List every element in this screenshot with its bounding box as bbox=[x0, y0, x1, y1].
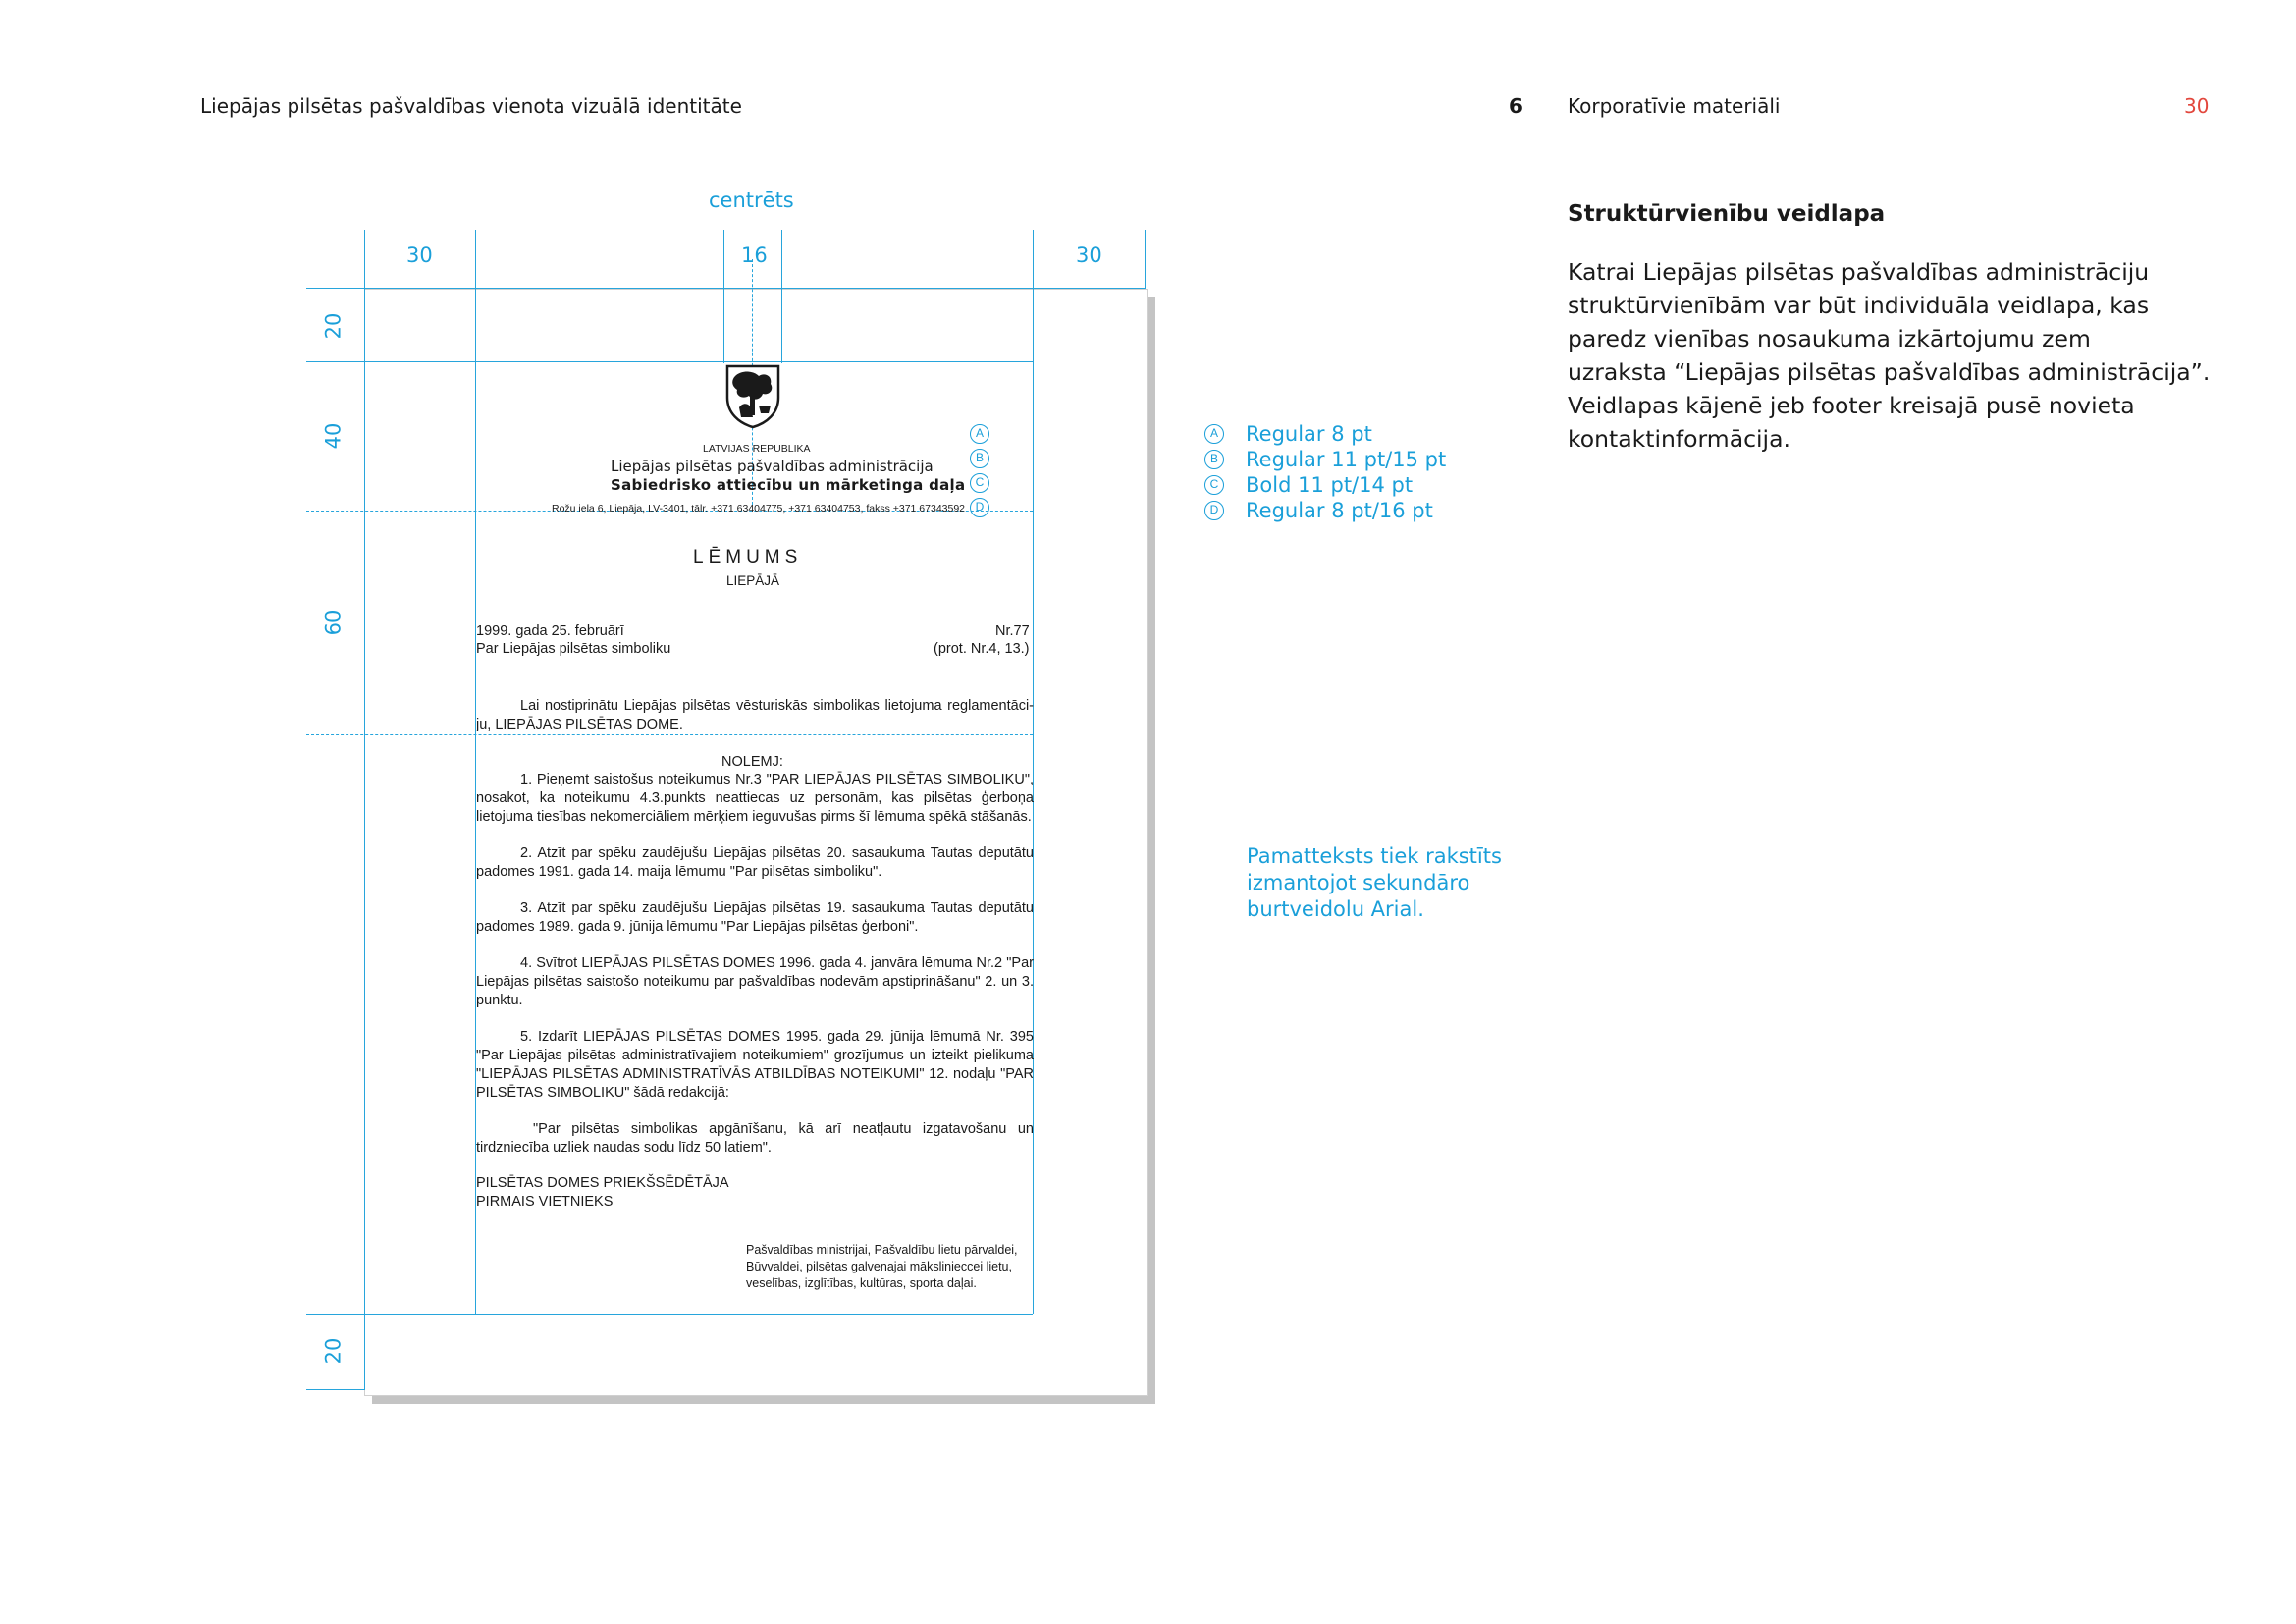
document-subject: Par Liepājas pilsētas simboliku bbox=[476, 641, 671, 657]
document-place: LIEPĀJĀ bbox=[726, 573, 780, 588]
section-text-line-2: struktūrvienībām var būt individuāla veidlapa, kas bbox=[1568, 292, 2150, 319]
page-number: 30 bbox=[2184, 94, 2210, 118]
legend-label-a: Regular 8 pt bbox=[1246, 422, 1372, 446]
paragraph-4: 4. Svītrot LIEPĀJAS PILSĒTAS DOMES 1996. gada 4. janvāra lēmuma Nr.2 "Par Liepājas pilsētas saistošo noteikumu par pašvaldības nodevām apstiprināšanu" 2. un 3. punktu. bbox=[476, 955, 1034, 1008]
note-line-3: burtveidolu Arial. bbox=[1247, 897, 1424, 921]
guide-left-margin bbox=[364, 230, 365, 1390]
guide-right-margin bbox=[1145, 230, 1146, 289]
paragraph-2: 2. Atzīt par spēku zaudējušu Liepājas pilsētas 20. sasaukuma Tautas deputātu padomes 1991. gada 14. maija lēmumu "Par pilsētas simboliku". bbox=[476, 845, 1034, 880]
dim-top-left: 30 bbox=[406, 244, 433, 267]
guide-bottom-edge bbox=[306, 1389, 365, 1390]
letterhead-contacts: Rožu iela 6, Liepāja, LV-3401, tālr. +371 63404775, +371 63404753, fakss +371 67343592 bbox=[552, 503, 966, 514]
coat-of-arms-icon bbox=[723, 362, 782, 429]
distribution-line-2: Būvvaldei, pilsētas galvenajai mākslinieccei lietu, bbox=[746, 1260, 1012, 1273]
dim-side-20-bottom: 20 bbox=[321, 1337, 346, 1365]
letterhead-department: Sabiedrisko attiecību un mārketinga daļa bbox=[611, 476, 966, 494]
guide-crest-left bbox=[723, 230, 724, 363]
paragraph-5: 5. Izdarīt LIEPĀJAS PILSĒTAS DOMES 1995. gada 29. jūnija lēmumā Nr. 395 "Par Liepājas pilsētas administratīvajiem noteikumiem" grozījumus un izteikt pielikuma "LIEPĀJAS PILSĒTAS ADMINISTRATĪVĀS ATBILDĪBAS NOTEIKUMI" 12. nodaļu "PAR PILSĒTAS SIMBOLIKU" šādā redakcijā: bbox=[476, 1029, 1034, 1101]
paragraph-3: 3. Atzīt par spēku zaudējušu Liepājas pilsētas 19. sasaukuma Tautas deputātu padomes 1989. gada 9. jūnija lēmumu "Par Liepājas pilsētas ģerboni". bbox=[476, 900, 1034, 935]
document-title: Liepājas pilsētas pašvaldības vienota vizuālā identitāte bbox=[200, 94, 742, 118]
paragraph-1: 1. Pieņemt saistošus noteikumus Nr.3 "PAR LIEPĀJAS PILSĒTAS SIMBOLIKU", nosakot, ka noteikumu 4.3.punkts neattiecas uz personām, kas pilsētas ģerboņa lietojuma tiesības nekomerciāliem mērķiem ieguvušas pirms šī lēmuma spēkā stāšanās. bbox=[476, 772, 1034, 825]
legend-marker-c: C bbox=[1204, 475, 1224, 495]
note-line-1: Pamatteksts tiek rakstīts bbox=[1247, 844, 1502, 868]
guide-top-edge bbox=[306, 288, 1146, 289]
legend-marker-b: B bbox=[1204, 450, 1224, 469]
legend-label-c: Bold 11 pt/14 pt bbox=[1246, 473, 1414, 497]
dim-side-20-top: 20 bbox=[321, 312, 346, 340]
section-text-line-6: kontaktinformācija. bbox=[1568, 425, 1790, 453]
marker-b: B bbox=[970, 449, 989, 468]
legend-label-b: Regular 11 pt/15 pt bbox=[1246, 448, 1447, 471]
marker-a: A bbox=[970, 424, 989, 444]
chapter-number: 6 bbox=[1509, 94, 1522, 118]
guide-body-top bbox=[306, 734, 1033, 735]
distribution-line-3: veselības, izglītības, kultūras, sporta daļai. bbox=[746, 1276, 977, 1290]
distribution-line-1: Pašvaldības ministrijai, Pašvaldību lietu pārvaldei, bbox=[746, 1243, 1018, 1257]
intro-paragraph: Lai nostiprinātu Liepājas pilsētas vēsturiskās simbolikas lietojuma reglamentāci-ju, LIEPĀJAS PILSĒTAS DOME. bbox=[476, 698, 1034, 732]
letterhead-organization: Liepājas pilsētas pašvaldības administrācija bbox=[611, 458, 934, 475]
document-number: Nr.77 bbox=[995, 623, 1030, 639]
center-label: centrēts bbox=[709, 189, 794, 212]
section-text-line-4: uzraksta “Liepājas pilsētas pašvaldības administrācija”. bbox=[1568, 358, 2211, 386]
marker-d: D bbox=[970, 498, 989, 517]
quote-paragraph: "Par pilsētas simbolikas apgānīšanu, kā arī neatļautu izgatavošanu un tirdzniecība uzliek naudas sodu līdz 50 latiem". bbox=[476, 1121, 1034, 1156]
document-type: LĒMUMS bbox=[693, 547, 803, 568]
note-line-2: izmantojot sekundāro bbox=[1247, 871, 1470, 894]
signature-line-1: PILSĒTAS DOMES PRIEKŠSĒDĒTĀJA bbox=[476, 1175, 729, 1191]
dim-side-60: 60 bbox=[321, 609, 346, 636]
section-text-line-3: paredz vienības nosaukuma izkārtojumu zem bbox=[1568, 325, 2091, 352]
legend-marker-d: D bbox=[1204, 501, 1224, 520]
section-text-line-1: Katrai Liepājas pilsētas pašvaldības administrāciju bbox=[1568, 258, 2150, 286]
guide-body-bottom bbox=[306, 1314, 1033, 1315]
legend-marker-a: A bbox=[1204, 424, 1224, 444]
letterhead-country: LATVIJAS REPUBLIKA bbox=[703, 443, 811, 455]
signature-line-2: PIRMAIS VIETNIEKS bbox=[476, 1194, 614, 1210]
marker-c: C bbox=[970, 473, 989, 493]
section-title: Struktūrvienību veidlapa bbox=[1568, 201, 1886, 227]
chapter-title: Korporatīvie materiāli bbox=[1568, 94, 1781, 118]
section-text-line-5: Veidlapas kājenē jeb footer kreisajā pusē novieta bbox=[1568, 392, 2135, 419]
dim-top-right: 30 bbox=[1076, 244, 1102, 267]
guide-crest-right bbox=[781, 230, 782, 363]
guide-header-top bbox=[306, 361, 1033, 362]
document-protocol: (prot. Nr.4, 13.) bbox=[934, 641, 1030, 657]
document-date: 1999. gada 25. februārī bbox=[476, 623, 624, 639]
dim-top-center: 16 bbox=[741, 244, 768, 267]
decision-heading: NOLEMJ: bbox=[721, 754, 783, 770]
legend-label-d: Regular 8 pt/16 pt bbox=[1246, 499, 1433, 522]
dim-side-40: 40 bbox=[321, 422, 346, 450]
